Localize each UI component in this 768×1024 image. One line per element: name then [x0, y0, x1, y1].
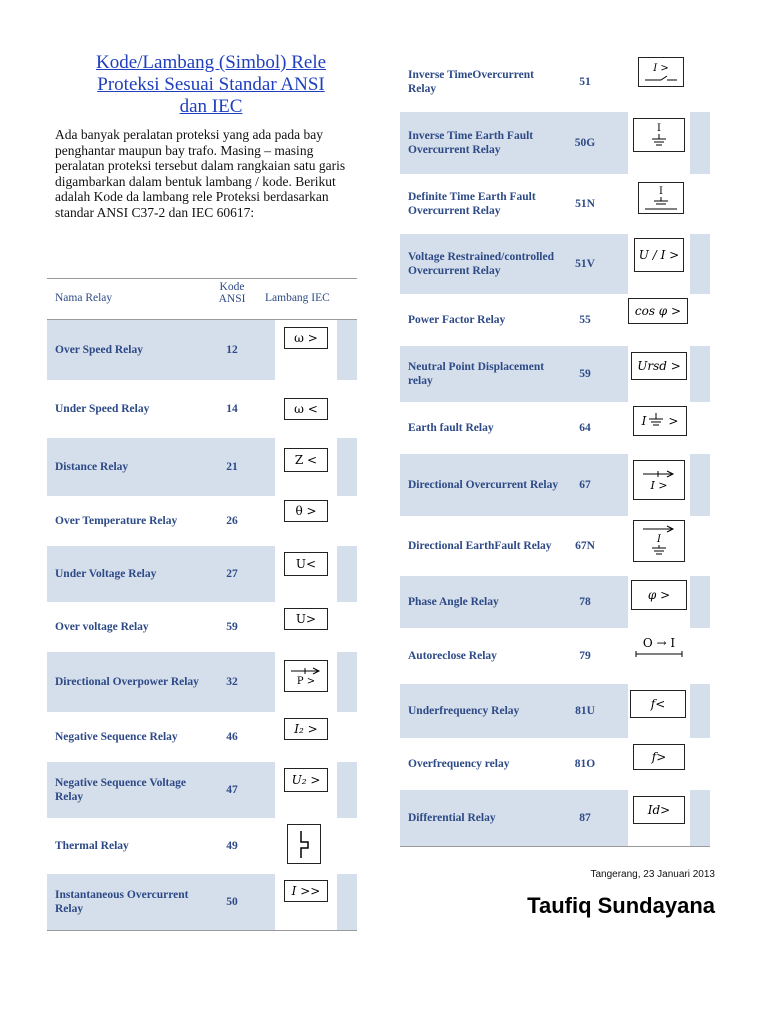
symbol-cell [275, 762, 337, 818]
title-line-2: Proteksi Sesuai Standar ANSI [97, 74, 325, 95]
signature-date: Tangerang, 23 Januari 2013 [590, 869, 715, 880]
table-row [400, 684, 710, 738]
symbol-cell [275, 652, 337, 712]
relay-code: 50 [226, 896, 238, 908]
relay-name: Directional Overcurrent Relay [408, 479, 559, 491]
relay-code: 87 [579, 812, 591, 824]
phase-angle-icon: φ > [631, 580, 687, 610]
relay-code: 51 [579, 76, 591, 88]
table-row [400, 454, 710, 516]
autoreclose-icon: O → I [630, 632, 688, 662]
definite-earth-fault-icon: I [638, 182, 684, 214]
header-code: Kode ANSI [218, 281, 246, 305]
thermal-icon [287, 824, 321, 864]
table-row [47, 874, 357, 931]
relay-code: 79 [579, 650, 591, 662]
table-row [400, 576, 710, 628]
header-symbol: Lambang IEC [265, 292, 330, 304]
relay-name: Inverse TimeOvercurrent Relay [408, 69, 534, 95]
relay-code: 50G [574, 137, 596, 149]
table-row [400, 174, 710, 234]
relay-name: Under Speed Relay [55, 403, 150, 415]
symbol-cell [628, 790, 690, 846]
impedance-less-icon: Z < [284, 448, 328, 472]
table-row [400, 346, 710, 402]
arrow-right-icon [641, 525, 677, 534]
voltage-less-icon: U< [284, 552, 328, 576]
relay-code: 81O [574, 758, 596, 770]
relay-name: Neutral Point Displacement relay [408, 361, 545, 387]
relay-code: 21 [226, 461, 238, 473]
table-row [47, 380, 357, 438]
differential-icon: Id> [633, 796, 685, 824]
relay-code: 46 [226, 731, 238, 743]
table-row [47, 602, 357, 652]
title-line-3: dan IEC [179, 96, 243, 117]
symbol-cell [275, 874, 337, 930]
relay-code: 81U [575, 705, 595, 717]
relay-table-left [47, 278, 357, 931]
relay-code: 67N [575, 540, 595, 552]
relay-name: Directional EarthFault Relay [408, 540, 552, 552]
earth-ground-icon [643, 197, 679, 211]
relay-name: Phase Angle Relay [408, 596, 499, 608]
relay-code: 64 [579, 422, 591, 434]
symbol-cell [628, 234, 690, 294]
table-row [400, 738, 710, 790]
omega-greater-icon: ω > [284, 327, 328, 349]
relay-name: Over Speed Relay [55, 344, 143, 356]
earth-ground-icon [639, 134, 679, 148]
relay-name: Inverse Time Earth Fault Overcurrent Relay [408, 130, 534, 156]
relay-code: 51N [575, 198, 595, 210]
table-row [47, 818, 357, 874]
page-title [50, 52, 372, 118]
earth-ground-icon [644, 545, 674, 557]
relay-code: 14 [226, 403, 238, 415]
earth-ground-icon [646, 411, 666, 431]
relay-name: Over Temperature Relay [55, 515, 178, 527]
directional-power-icon: P > [284, 660, 328, 692]
relay-name: Earth fault Relay [408, 422, 494, 434]
table-header [47, 278, 357, 320]
table-row [400, 52, 710, 112]
table-row [400, 112, 710, 174]
relay-code: 51V [575, 258, 595, 270]
header-name: Nama Relay [55, 292, 113, 304]
symbol-cell [628, 454, 690, 516]
relay-name: Autoreclose Relay [408, 650, 497, 662]
relay-name: Over voltage Relay [55, 621, 149, 633]
relay-code: 26 [226, 515, 238, 527]
relay-code: 27 [226, 568, 238, 580]
voltage-greater-icon: U> [284, 608, 328, 630]
relay-name: Thermal Relay [55, 840, 129, 852]
omega-less-icon: ω < [284, 398, 328, 420]
table-row [400, 402, 710, 454]
table-row [47, 762, 357, 818]
relay-code: 67 [579, 479, 591, 491]
symbol-cell [275, 320, 337, 380]
signature-name: Taufiq Sundayana [527, 893, 715, 918]
table-row [400, 294, 710, 346]
table-row [47, 546, 357, 602]
symbol-cell [275, 438, 337, 496]
relay-name: Distance Relay [55, 461, 129, 473]
relay-name: Definite Time Earth Fault Overcurrent Relay [408, 191, 536, 217]
symbol-cell [275, 546, 337, 602]
power-factor-icon: cos φ > [628, 298, 688, 324]
symbol-cell [628, 684, 690, 738]
symbol-cell [628, 576, 690, 628]
relay-code: 47 [226, 784, 238, 796]
negative-current-icon: I₂ > [284, 718, 328, 740]
relay-name: Negative Sequence Voltage Relay [55, 777, 186, 803]
table-row [400, 516, 710, 576]
voltage-restrained-icon: U / I > [634, 238, 684, 272]
theta-greater-icon: θ > [284, 500, 328, 522]
table-row [400, 790, 710, 847]
arrow-right-icon [289, 666, 323, 676]
relay-code: 55 [579, 314, 591, 326]
relay-name: Differential Relay [408, 812, 496, 824]
relay-code: 78 [579, 596, 591, 608]
title-line-1: Kode/Lambang (Simbol) Rele [95, 52, 327, 73]
relay-name: Underfrequency Relay [408, 705, 520, 717]
inverse-earth-fault-icon: I [633, 118, 685, 152]
table-row [47, 438, 357, 496]
table-row [400, 628, 710, 684]
earth-fault-icon: I > [633, 406, 687, 436]
neutral-displacement-icon: Ursd > [631, 352, 687, 380]
intro-paragraph: Ada banyak peralatan proteksi yang ada pada bay penghantar maupun bay trafo. Masing – masing peralatan proteksi tersebut dalam rangkaian satu garis digambarkan dalam bentuk lambang / kode. Berikut adalah Kode da lambang rele Proteksi berdasarkan standar ANSI C37-2 dan IEC 60617: [55, 127, 346, 220]
relay-name: Negative Sequence Relay [55, 731, 178, 743]
instantaneous-current-icon: I >> [284, 880, 328, 902]
table-row [400, 234, 710, 294]
relay-name: Voltage Restrained/controlled Overcurrent Relay [408, 251, 554, 277]
table-row [47, 496, 357, 546]
relay-code: 12 [226, 344, 238, 356]
relay-name: Overfrequency relay [408, 758, 510, 770]
relay-name: Power Factor Relay [408, 314, 506, 326]
relay-code: 59 [226, 621, 238, 633]
directional-earth-fault-icon: I [633, 520, 685, 562]
frequency-less-icon: f< [630, 690, 686, 718]
negative-voltage-icon: U₂ > [284, 768, 328, 792]
table-row [47, 712, 357, 762]
relay-name: Under Voltage Relay [55, 568, 157, 580]
directional-current-icon: I > [633, 460, 685, 500]
relay-code: 59 [579, 368, 591, 380]
relay-code: 32 [226, 676, 238, 688]
relay-table-right [400, 52, 710, 847]
table-row [47, 652, 357, 712]
inverse-time-current-icon: I > [638, 57, 684, 87]
table-row [47, 320, 357, 380]
relay-name: Directional Overpower Relay [55, 676, 199, 688]
symbol-cell [628, 112, 690, 174]
relay-name: Instantaneous Overcurrent Relay [55, 889, 189, 915]
arrow-right-icon [641, 469, 677, 479]
relay-code: 49 [226, 840, 238, 852]
frequency-greater-icon: f> [633, 744, 685, 770]
symbol-cell [628, 346, 690, 402]
